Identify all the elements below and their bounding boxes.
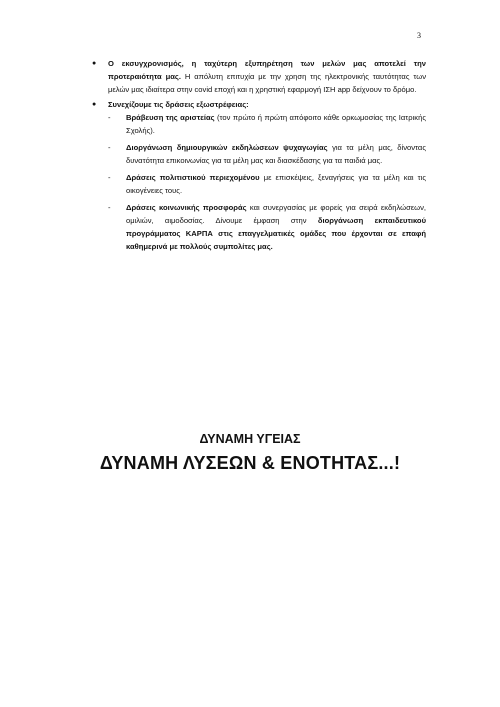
- list-item-events: [108, 141, 426, 167]
- bullet-modernization: [90, 57, 426, 96]
- bullet-icon: ●: [92, 101, 97, 108]
- dash-marker: -: [108, 143, 111, 152]
- modernization-text: Η απόλυτη επιτυχία με την χρηση της ηλεκτρονικής ταυτότητας των μελών μας ιδιαίτερα στην covid εποχή και η χρηστική εφαρμογή ΙΣΗ app δείχνουν το δρόμο.: [108, 72, 426, 94]
- excellence-text: (τον πρώτο ή πρώτη απόφοιτο κάθε ορκωμοσίας της Ιατρικής Σχολής).: [126, 113, 426, 135]
- excellence-paragraph: [126, 111, 426, 137]
- culture-bold: Δράσεις πολιτιστικού περιεχομένου: [126, 173, 260, 182]
- excellence-bold: Βράβευση της αριστείας: [126, 113, 215, 122]
- outreach-heading: Συνεχίζουμε τις δράσεις εξωστρέφειας:: [108, 100, 249, 109]
- social-bold: Δράσεις κοινωνικής προσφοράς: [126, 203, 247, 212]
- events-bold: Διοργάνωση δημιουργικών εκδηλώσεων ψυχαγωγίας: [126, 143, 328, 152]
- bullet-outreach: [90, 98, 426, 253]
- events-paragraph: [126, 141, 426, 167]
- document-body: [90, 57, 426, 253]
- events-text: για τα μέλη μας, δίνοντας δυνατότητα επικοινωνίας για τα μέλη μας και διασκέδασης για τα παιδιά μας.: [126, 143, 426, 165]
- list-item-social: [108, 201, 426, 253]
- dash-marker: -: [108, 113, 111, 122]
- modernization-bold-text: Ο εκσυγχρονισμός, η ταχύτερη εξυπηρέτηση των μελών μας αποτελεί την προτεραιότητα μας.: [108, 59, 426, 81]
- page-number: 3: [417, 31, 421, 40]
- social-bold-tail: διοργάνωση εκπαιδευτικού προγράμματος ΚΑΡΠΑ στις επαγγελματικές ομάδες που έρχονται σε επαφή καθημερινά με πολλούς συμπολίτες μας.: [126, 216, 426, 251]
- social-paragraph: [126, 201, 426, 253]
- culture-paragraph: [126, 171, 426, 197]
- list-item-excellence: [108, 111, 426, 137]
- social-text: και συνεργασίας με φορείς για σειρά εκδηλώσεων, ομιλιών, αιμοδοσίας. Δίνουμε έμφαση στην: [126, 203, 426, 225]
- slogan-line-1: ΔΥΝΑΜΗ ΥΓΕΙΑΣ: [199, 432, 301, 446]
- culture-text: με επισκέψεις, ξεναγήσεις για τα μέλη και τις οικογένειες τους.: [126, 173, 426, 195]
- modernization-paragraph: [108, 57, 426, 96]
- bullet-icon: ●: [92, 60, 97, 67]
- list-item-culture: [108, 171, 426, 197]
- dash-marker: -: [108, 203, 111, 212]
- slogan-line-2: ΔΥΝΑΜΗ ΛΥΣΕΩΝ & ΕΝΟΤΗΤΑΣ...!: [99, 453, 401, 473]
- outreach-list: [108, 111, 426, 253]
- dash-marker: -: [108, 173, 111, 182]
